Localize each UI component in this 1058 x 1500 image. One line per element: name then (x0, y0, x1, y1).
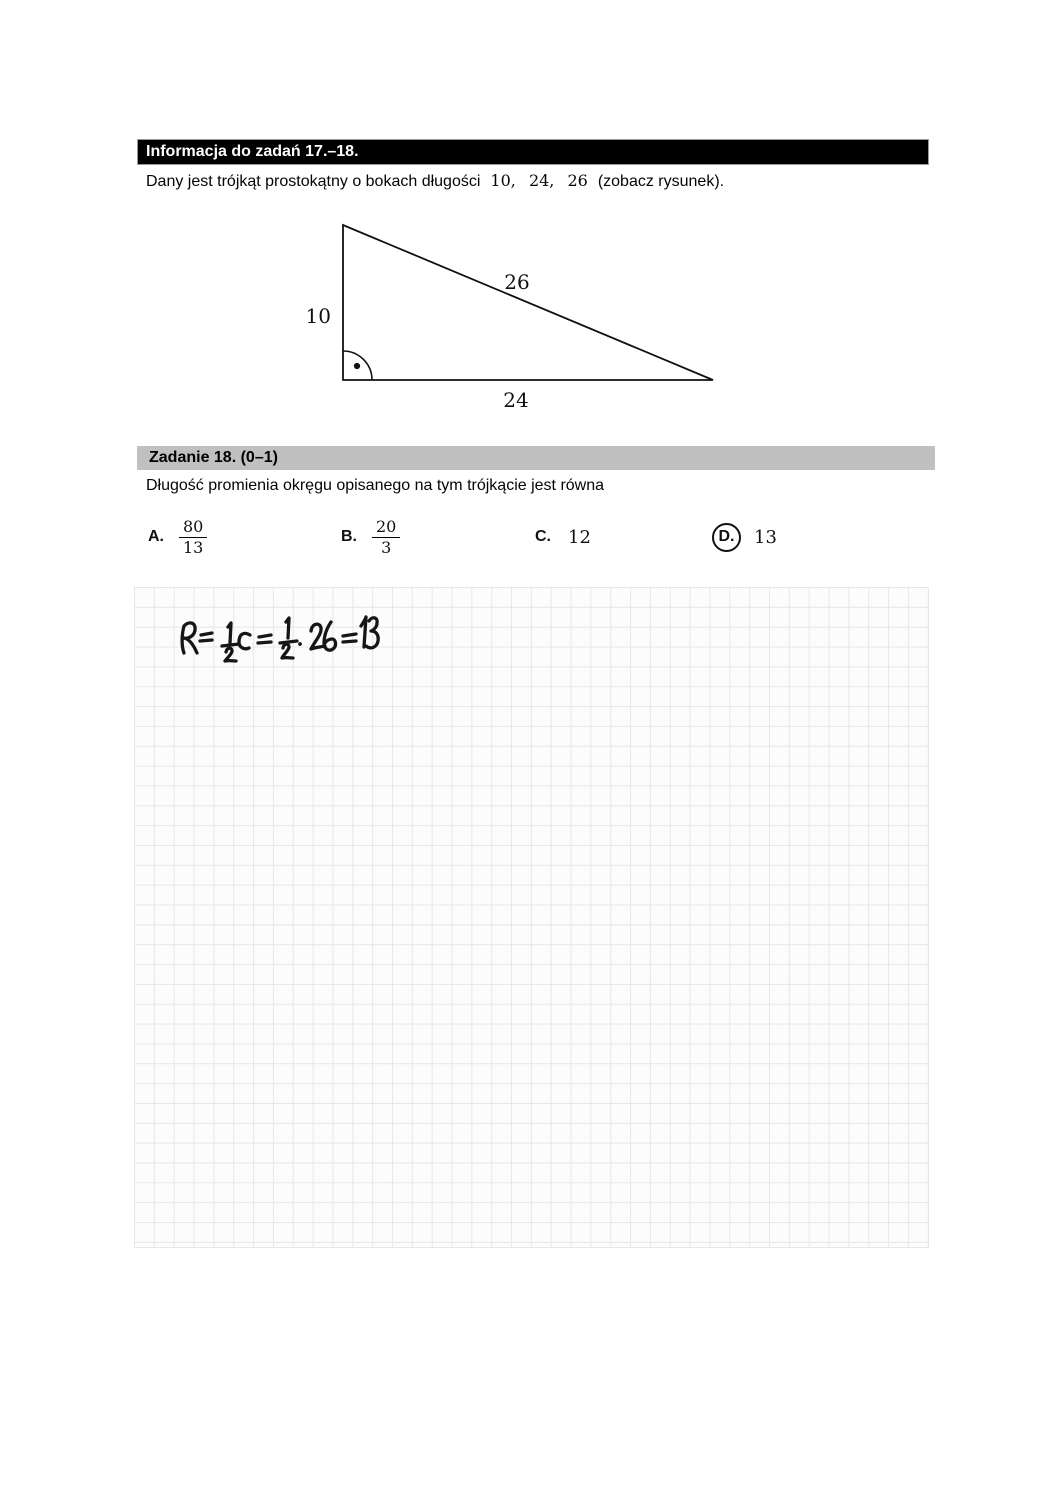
info-header-bar (137, 139, 929, 165)
handwriting-path (228, 623, 231, 643)
handwriting-path (361, 617, 366, 647)
triangle-outline (343, 225, 713, 380)
handwriting-path (282, 644, 293, 658)
answer-option-b[interactable] (341, 515, 400, 559)
handwriting-path (280, 641, 297, 643)
option-b-fraction (372, 518, 400, 557)
right-angle-dot (354, 363, 360, 369)
handwriting-path (343, 641, 356, 642)
handwriting-path (222, 644, 239, 646)
task-header-bar (137, 446, 935, 470)
option-a-denominator: 13 (179, 537, 207, 557)
intro-prefix: Dany jest trójkąt prostokątny o bokach długości (146, 173, 481, 190)
intro-suffix: (zobacz rysunek). (597, 173, 725, 190)
option-b-numerator: 20 (376, 516, 397, 536)
handwriting-path (343, 634, 356, 636)
option-b-denominator: 3 (372, 537, 400, 557)
option-a-fraction (179, 518, 207, 557)
answer-option-a[interactable] (148, 515, 207, 559)
handwriting-path (239, 633, 250, 648)
handwritten-work (175, 598, 390, 670)
handwriting-path (258, 642, 271, 643)
handwriting-path (259, 635, 271, 637)
task-header-label: Zadanie 18. (0–1) (149, 449, 278, 466)
triangle-figure (290, 205, 740, 420)
option-d-value: 13 (754, 526, 777, 548)
question-text: Długość promienia okręgu opisanego na tym trójkącie jest równa (146, 477, 605, 494)
work-grid-paper[interactable] (134, 587, 929, 1248)
answer-option-d[interactable] (712, 515, 777, 559)
handwriting-path (366, 618, 378, 648)
intro-text (146, 171, 724, 191)
option-c-letter: C. (535, 528, 551, 545)
option-b-letter: B. (341, 528, 357, 545)
answer-option-c[interactable] (535, 515, 591, 559)
option-d-letter: D. (718, 528, 735, 545)
handwriting-path (225, 648, 236, 661)
side-label-base: 24 (503, 388, 529, 412)
handwriting-path (324, 622, 336, 650)
option-a-numerator: 80 (183, 516, 204, 536)
handwriting-path (286, 618, 289, 638)
side-label-hypotenuse: 26 (504, 270, 530, 294)
selected-answer-circle (712, 523, 741, 552)
handwriting-path (182, 623, 197, 653)
handwriting-path (201, 633, 212, 635)
side-label-left: 10 (305, 304, 331, 328)
multiplication-dot (298, 642, 302, 646)
intro-side-lengths: 10, 24, 26 (490, 171, 588, 190)
option-c-value: 12 (568, 526, 591, 548)
info-header-label: Informacja do zadań 17.–18. (146, 143, 359, 160)
option-a-letter: A. (148, 528, 164, 545)
handwriting-path (200, 640, 212, 641)
